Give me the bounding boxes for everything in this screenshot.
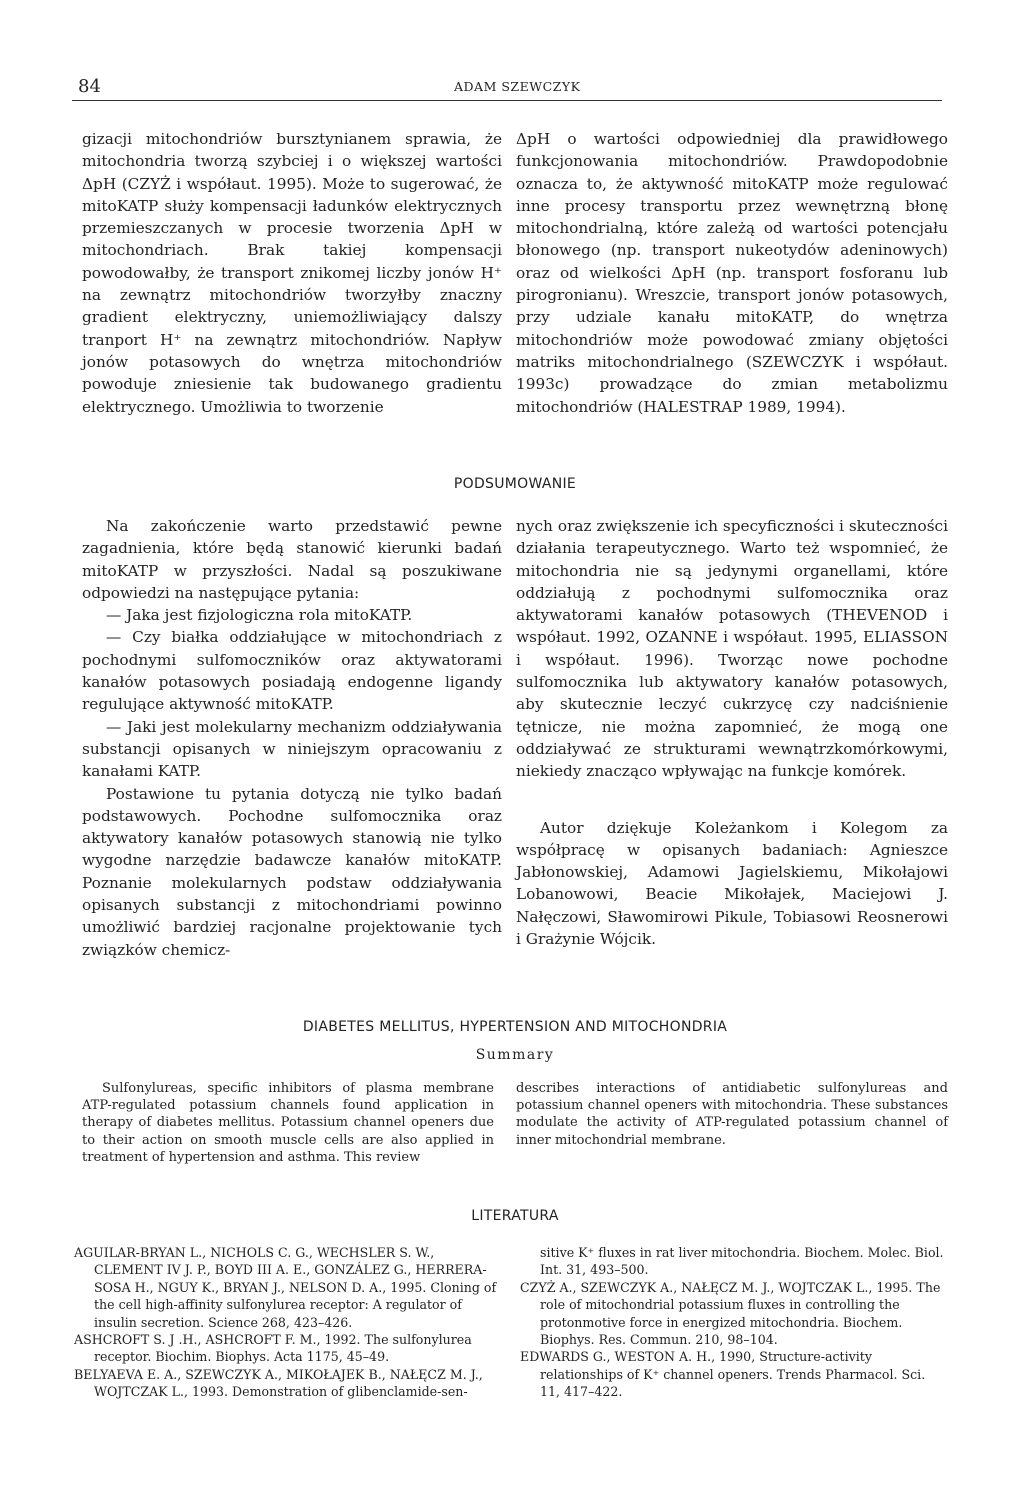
- reference-item: sitive K⁺ fluxes in rat liver mitochondria. Biochem. Molec. Biol. Int. 31, 493–500.: [540, 1245, 944, 1278]
- reference-item: AGUILAR-BRYAN L., NICHOLS C. G., WECHSLER S. W., CLEMENT IV J. P., BOYD III A. E., GONZÁLEZ G., HERRERA-SOSA H., NGUY K., BRYAN J., NELSON D. A., 1995. Cloning of the cell high-affinity sulfonylurea receptor: A regulator of insulin secretion. Science 268, 423–426.: [74, 1245, 497, 1330]
- paragraph: ΔpH o wartości odpowiedniej dla prawidłowego funkcjonowania mitochondriów. Prawdopodobnie oznacza to, że aktywność mitoKATP może regulować inne procesy transportu przez wewnętrzną błonę mitochondrialną, które zależą od wartości potencjału błonowego (np. transport nukeotydów adeninowych) oraz od wielkości ΔpH (np. transport fosforanu lub pirogronianu). Wreszcie, transport jonów potasowych, przy udziale kanału mitoKATP, do wnętrza mitochondriów może powodować zmiany objętości matriks mitochondrialnego (SZEWCZYK i współaut. 1993c) prowadzące do zmian metabolizmu mitochondriów (HALESTRAP 1989, 1994).: [516, 130, 948, 416]
- section-title-literatura: LITERATURA: [471, 1208, 559, 1224]
- paragraph: Na zakończenie warto przedstawić pewne zagadnienia, które będą stanowić kierunki badań mitoKATP w przyszłości. Nadal są poszukiwane odpowiedzi na następujące pytania:: [82, 517, 502, 602]
- question: — Jaka jest fizjologiczna rola mitoKATP.: [106, 606, 413, 625]
- question: — Jaki jest molekularny mechanizm oddziaływania substancji opisanych w niniejszym opracowaniu z kanałami KATP.: [82, 717, 502, 781]
- references-left-column: [74, 1244, 504, 1401]
- summary-subtitle: Summary: [475, 1047, 555, 1063]
- paragraph: nych oraz zwiększenie ich specyficzności i skuteczności działania terapeutycznego. Warto też wspomnieć, że mitochondria nie są jedynymi organellami, które oddziałują z pochodnymi sulfomocznika oraz aktywatorami kanałów potasowych (THEVENOD i współaut. 1992, OZANNE i współaut. 1995, ELIASSON i współaut. 1996). Tworząc nowe pochodne sulfomocznika lub aktywatory kanałów potasowych, aby skutecznie leczyć cukrzycę czy nadciśnienie tętnicze, nie można zapomnieć, że mogą one oddziaływać ze strukturami wewnątrzkomórkowymi, niekiedy znacząco wpływając na funkcje komórek.: [516, 517, 948, 781]
- paragraph: gizacji mitochondriów bursztynianem sprawia, że mitochondria tworzą szybciej i o większej wartości ΔpH (CZYŻ i współaut. 1995). Może to sugerować, że mitoKATP służy kompensacji ładunków elektrycznych przemieszczanych w procesie tworzenia ΔpH w mitochondriach. Brak takiej kompensacji powodowałby, że transport znikomej liczby jonów H⁺ na zewnątrz mitochondriów tworzyłby znaczny gradient elektryczny, uniemożliwiający dalszy tranport H⁺ na zewnątrz mitochondriów. Napływ jonów potasowych do wnętrza mitochondriów powoduje zniesienie tak budowanego gradientu elektrycznego. Umożliwia to tworzenie: [82, 130, 502, 416]
- reference-item: ASHCROFT S. J .H., ASHCROFT F. M., 1992. The sulfonylurea receptor. Biochim. Biophys. Acta 1175, 45–49.: [74, 1332, 472, 1365]
- acknowledgement: Autor dziękuje Koleżankom i Kolegom za współpracę w opisanych badaniach: Agnieszce Jabłonowskiej, Adamowi Jagielskiemu, Mikołajowi Lobanowowi, Beacie Mikołajek, Maciejowi J. Nałęczowi, Sławomirowi Pikule, Tobiasowi Reosnerowi i Grażynie Wójcik.: [516, 818, 948, 949]
- summary-text: Sulfonylureas, specific inhibitors of plasma membrane ATP-regulated potassium channels found application in therapy of diabetes mellitus. Potassium channel openers due to their action on smooth muscle cells are also applied in treatment of hypertension and asthma. This review: [82, 1081, 494, 1165]
- summary-right-column: [516, 1080, 948, 1149]
- references-right-column: [520, 1244, 948, 1401]
- running-head: ADAM SZEWCZYK: [454, 79, 581, 94]
- page-header: [72, 76, 942, 101]
- reference-item: BELYAEVA E. A., SZEWCZYK A., MIKOŁAJEK B., NAŁĘCZ M. J., WOJTCZAK L., 1993. Demonstration of glibenclamide-sen-: [74, 1366, 483, 1400]
- summary-left-column: [82, 1080, 494, 1166]
- reference-item: EDWARDS G., WESTON A. H., 1990, Structure-activity relationships of K⁺ channel openers. Trends Pharmacol. Sci. 11, 417–422.: [520, 1349, 926, 1400]
- podsumowanie-left-column: [82, 515, 502, 961]
- summary-title: DIABETES MELLITUS, HYPERTENSION AND MITOCHONDRIA: [302, 1019, 728, 1035]
- top-left-column: [82, 128, 502, 418]
- reference-item: CZYŻ A., SZEWCZYK A., NAŁĘCZ M. J., WOJTCZAK L., 1995. The role of mitochondrial potassium fluxes in controlling the protonmotive force in energized mitochondria. Biochem. Biophys. Res. Commun. 210, 98–104.: [520, 1279, 941, 1348]
- paragraph: Postawione tu pytania dotyczą nie tylko badań podstawowych. Pochodne sulfomocznika oraz aktywatory kanałów potasowych stanowią nie tylko wygodne narzędzie badawcze kanałów mitoKATP. Poznanie molekularnych podstaw oddziaływania opisanych substancji z mitochondriami powinno umożliwić bardziej racjonalne projektowanie tych związków chemicz-: [82, 784, 502, 959]
- summary-text: describes interactions of antidiabetic sulfonylureas and potassium channel openers with mitochondria. These substances modulate the activity of ATP-regulated potassium channel of inner mitochondrial membrane.: [516, 1081, 948, 1148]
- podsumowanie-right-column: [516, 515, 948, 950]
- section-title-podsumowanie: PODSUMOWANIE: [453, 476, 577, 492]
- top-right-column: [516, 128, 948, 418]
- question: — Czy białka oddziałujące w mitochondriach z pochodnymi sulfomoczników oraz aktywatorami kanałów potasowych posiadają endogenne ligandy regulujące aktywność mitoKATP.: [82, 628, 502, 714]
- page-number: 84: [78, 76, 101, 97]
